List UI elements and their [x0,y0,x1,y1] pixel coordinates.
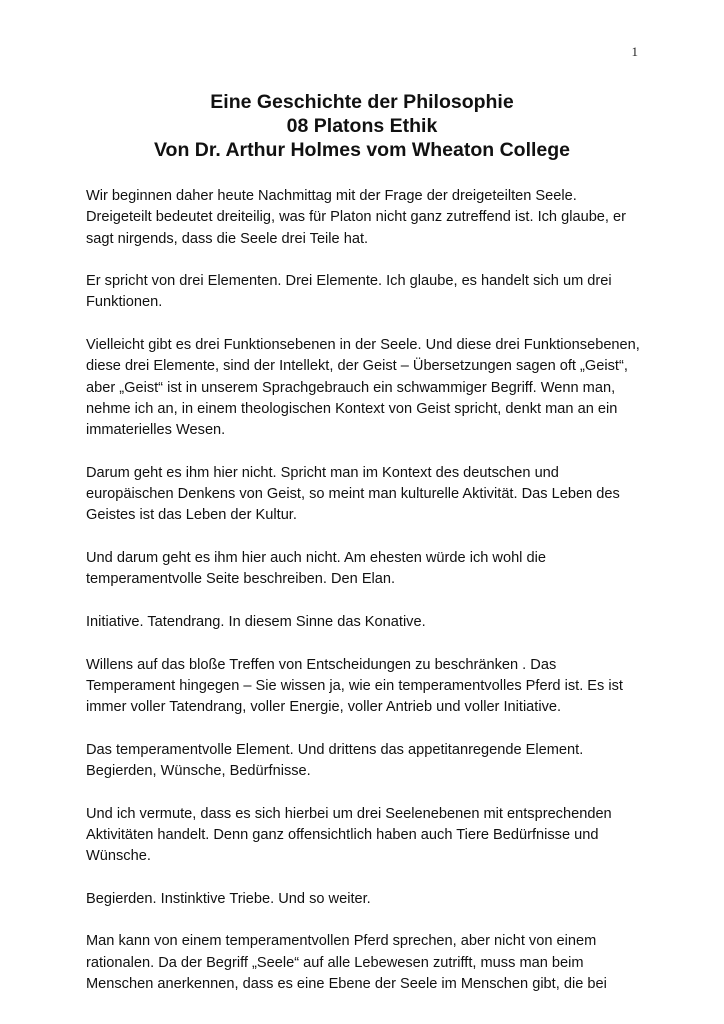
paragraph: Wir beginnen daher heute Nachmittag mit der Frage der dreigeteilten Seele. Dreigeteilt bedeutet dreiteilig, was für Platon nicht ganz zutreffend ist. Ich glaube, er sagt nirgends, dass die Seele drei Teile hat. [86,188,627,247]
paragraph: Und darum geht es ihm hier auch nicht. Am ehesten würde ich wohl die temperamentvolle Seite beschreiben. Den Elan. [86,550,546,588]
paragraph: Vielleicht gibt es drei Funktionsebenen in der Seele. Und diese drei Funktionsebenen, diese drei Elemente, sind der Intellekt, der Geist – Übersetzungen sagen oft „Geist“, aber „Geist“ ist in unserem Sprachgebrauch ein schwammiger Begriff. Wenn man, nehme ich an, in einem theologischen Kontext von Geist spricht, denkt man an ein immaterielles Wesen. [86,337,640,439]
paragraph: Und ich vermute, dass es sich hierbei um drei Seelenebenen mit entsprechenden Aktivitäten handelt. Denn ganz offensichtlich haben auch Tiere Bedürfnisse und Wünsche. [86,805,612,865]
paragraph: Darum geht es ihm hier nicht. Spricht man im Kontext des deutschen und europäischen Denkens von Geist, so meint man kulturelle Aktivität. Das Leben des Geistes ist das Leben der Kultur. [86,464,620,524]
paragraph: Initiative. Tatendrang. In diesem Sinne das Konative. [86,613,426,630]
paragraph: Er spricht von drei Elementen. Drei Elemente. Ich glaube, es handelt sich um drei Funktionen. [86,273,612,311]
title-line-lecture: 08 Platons Ethik [286,115,438,137]
page-number: 1 [631,44,638,59]
title-line-author: Von Dr. Arthur Holmes vom Wheaton College [153,139,571,161]
document-body [86,186,646,1017]
title-line-series: Eine Geschichte der Philosophie [210,91,514,113]
paragraph: Begierden. Instinktive Triebe. Und so weiter. [86,890,371,907]
paragraph: Willens auf das bloße Treffen von Entscheidungen zu beschränken . Das Temperament hingegen – Sie wissen ja, wie ein temperamentvolles Pferd ist. Es ist immer voller Tatendrang, voller Energie, voller Antrieb und voller Initiative. [86,656,623,716]
paragraph: Das temperamentvolle Element. Und drittens das appetitanregende Element. Begierden, Wünsche, Bedürfnisse. [86,741,584,780]
paragraph: Man kann von einem temperamentvollen Pferd sprechen, aber nicht von einem rationalen. Da der Begriff „Seele“ auf alle Lebewesen zutrifft, muss man beim Menschen anerkennen, dass es eine Ebene der Seele im Menschen gibt, die bei [86,933,607,992]
document-title [0,90,724,162]
